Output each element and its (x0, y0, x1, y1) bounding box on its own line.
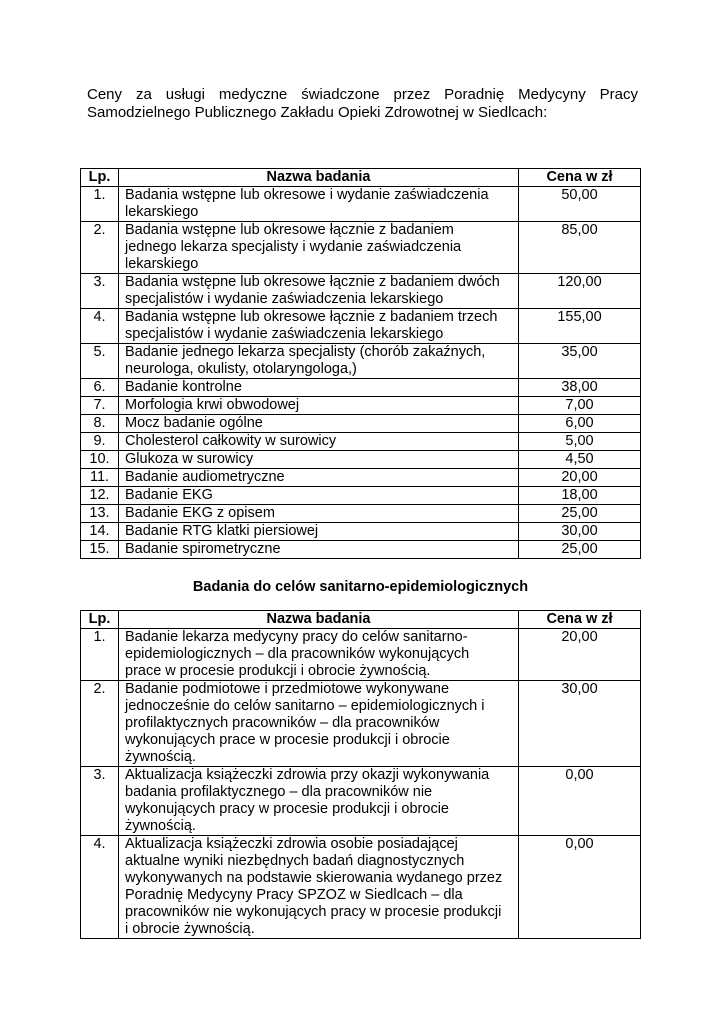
row-number: 4. (81, 836, 119, 939)
row-number: 2. (81, 222, 119, 274)
table-row (81, 222, 641, 274)
header-name: Nazwa badania (119, 611, 519, 629)
row-name: Badanie lekarza medycyny pracy do celów sanitarno- epidemiologicznych – dla pracowników wykonujących prace w procesie produkcji i obrocie żywnością. (119, 629, 519, 681)
header-price: Cena w zł (519, 169, 641, 187)
table-header-row (81, 169, 641, 187)
row-number: 8. (81, 415, 119, 433)
row-name: Badania wstępne lub okresowe łącznie z badaniem trzech specjalistów i wydanie zaświadczenia lekarskiego (119, 309, 519, 344)
row-price: 85,00 (519, 222, 641, 274)
row-price: 4,50 (519, 451, 641, 469)
table-header-row (81, 611, 641, 629)
table-row (81, 415, 641, 433)
row-number: 3. (81, 274, 119, 309)
table-row (81, 767, 641, 836)
row-name: Badania wstępne lub okresowe łącznie z badaniem dwóch specjalistów i wydanie zaświadczenia lekarskiego (119, 274, 519, 309)
row-number: 12. (81, 487, 119, 505)
row-number: 2. (81, 681, 119, 767)
row-price: 18,00 (519, 487, 641, 505)
row-price: 25,00 (519, 505, 641, 523)
row-number: 15. (81, 541, 119, 559)
row-name: Badanie podmiotowe i przedmiotowe wykonywane jednocześnie do celów sanitarno – epidemiologicznych i profilaktycznych pracowników – dla pracowników wykonujących prace w procesie produkcji i obrocie żywnością. (119, 681, 519, 767)
row-price: 0,00 (519, 767, 641, 836)
table-row (81, 379, 641, 397)
row-name: Mocz badanie ogólne (119, 415, 519, 433)
row-name: Aktualizacja książeczki zdrowia przy okazji wykonywania badania profilaktycznego – dla pracowników nie wykonujących pracy w procesie produkcji i obrocie żywnością. (119, 767, 519, 836)
row-name: Badania wstępne lub okresowe łącznie z badaniem jednego lekarza specjalisty i wydanie zaświadczenia lekarskiego (119, 222, 519, 274)
row-number: 5. (81, 344, 119, 379)
table-row (81, 629, 641, 681)
price-table-general (80, 168, 641, 559)
row-price: 6,00 (519, 415, 641, 433)
row-price: 35,00 (519, 344, 641, 379)
row-name: Badanie RTG klatki piersiowej (119, 523, 519, 541)
table-row (81, 274, 641, 309)
row-price: 38,00 (519, 379, 641, 397)
table-row (81, 397, 641, 415)
table-row (81, 681, 641, 767)
row-name: Badanie jednego lekarza specjalisty (chorób zakaźnych, neurologa, okulisty, otolaryngologa,) (119, 344, 519, 379)
row-number: 13. (81, 505, 119, 523)
table-row (81, 187, 641, 222)
row-number: 9. (81, 433, 119, 451)
intro-paragraph (87, 86, 638, 122)
row-name: Morfologia krwi obwodowej (119, 397, 519, 415)
row-price: 30,00 (519, 523, 641, 541)
intro-line-2: Samodzielnego Publicznego Zakładu Opieki Zdrowotnej w Siedlcach: (87, 104, 548, 121)
row-price: 120,00 (519, 274, 641, 309)
row-name: Badanie audiometryczne (119, 469, 519, 487)
section-heading: Badania do celów sanitarno-epidemiologicznych (192, 579, 529, 595)
table-row (81, 469, 641, 487)
row-name: Glukoza w surowicy (119, 451, 519, 469)
row-price: 0,00 (519, 836, 641, 939)
table-row (81, 505, 641, 523)
intro-line-1: Ceny za usługi medyczne świadczone przez Poradnię Medycyny Pracy (87, 86, 638, 103)
header-price: Cena w zł (519, 611, 641, 629)
row-number: 4. (81, 309, 119, 344)
row-number: 11. (81, 469, 119, 487)
table-row (81, 309, 641, 344)
header-lp: Lp. (81, 611, 119, 629)
table-row (81, 451, 641, 469)
row-name: Aktualizacja książeczki zdrowia osobie posiadającej aktualne wyniki niezbędnych badań diagnostycznych wykonywanych na podstawie skierowania wydanego przez Poradnię Medycyny Pracy SPZOZ w Siedlcach – dla pracowników nie wykonujących pracy w procesie produkcji i obrocie żywnością. (119, 836, 519, 939)
header-lp: Lp. (81, 169, 119, 187)
row-number: 3. (81, 767, 119, 836)
row-price: 155,00 (519, 309, 641, 344)
table-row (81, 344, 641, 379)
row-name: Badanie EKG (119, 487, 519, 505)
row-price: 30,00 (519, 681, 641, 767)
row-price: 25,00 (519, 541, 641, 559)
row-name: Badanie EKG z opisem (119, 505, 519, 523)
table-row (81, 836, 641, 939)
row-number: 6. (81, 379, 119, 397)
row-price: 20,00 (519, 629, 641, 681)
row-price: 20,00 (519, 469, 641, 487)
row-name: Badania wstępne lub okresowe i wydanie zaświadczenia lekarskiego (119, 187, 519, 222)
row-number: 10. (81, 451, 119, 469)
row-number: 1. (81, 187, 119, 222)
row-price: 50,00 (519, 187, 641, 222)
row-number: 14. (81, 523, 119, 541)
row-name: Badanie kontrolne (119, 379, 519, 397)
row-name: Cholesterol całkowity w surowicy (119, 433, 519, 451)
header-name: Nazwa badania (119, 169, 519, 187)
table-row (81, 433, 641, 451)
row-number: 7. (81, 397, 119, 415)
row-price: 5,00 (519, 433, 641, 451)
row-number: 1. (81, 629, 119, 681)
row-price: 7,00 (519, 397, 641, 415)
row-name: Badanie spirometryczne (119, 541, 519, 559)
price-table-sanitary (80, 610, 641, 939)
table-row (81, 541, 641, 559)
table-row (81, 487, 641, 505)
table-row (81, 523, 641, 541)
